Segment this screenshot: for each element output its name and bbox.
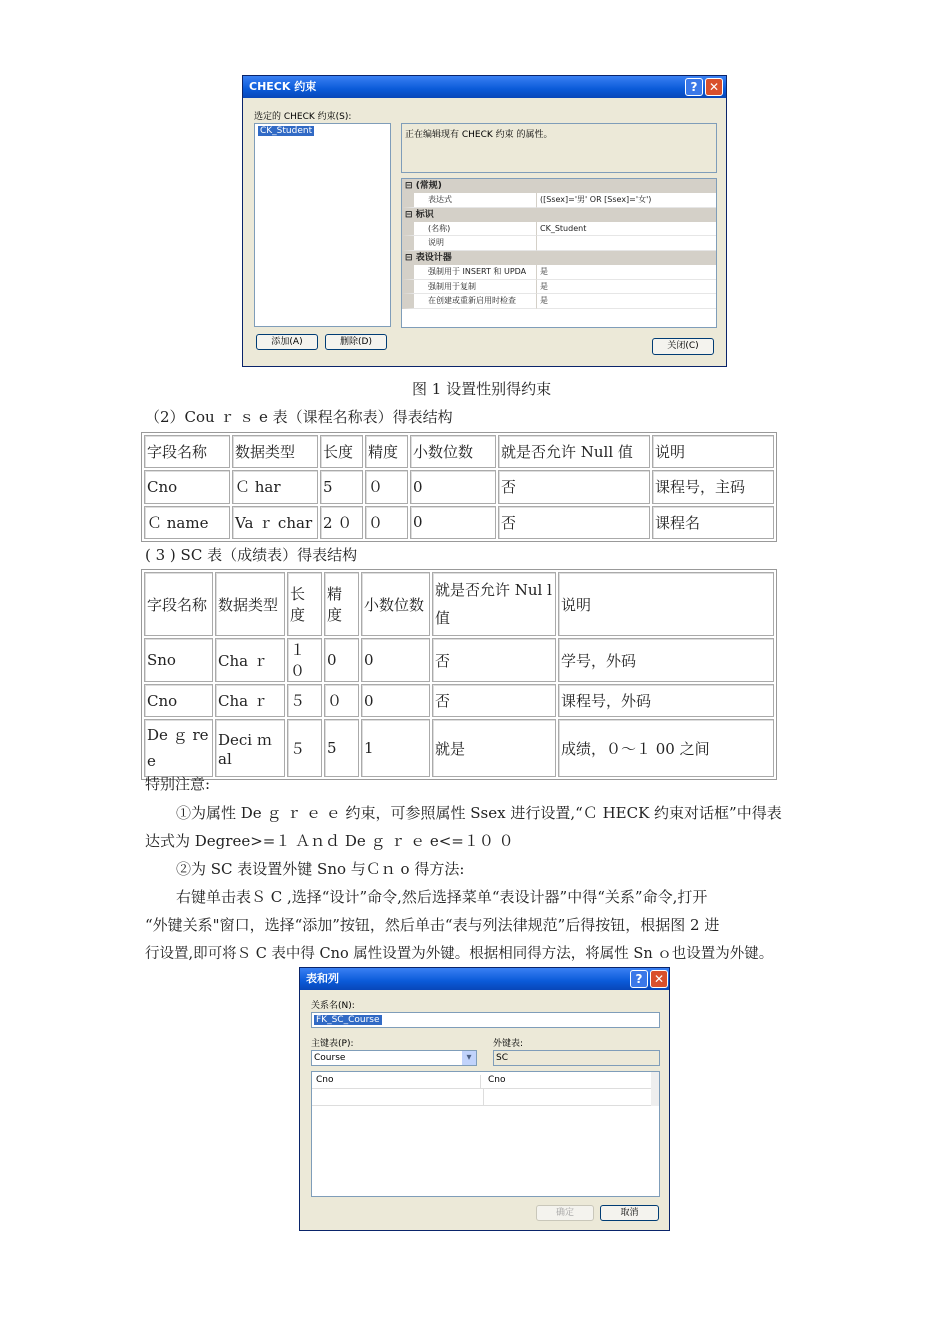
table-cell: 课程名 [652, 506, 774, 539]
property-key: 在创建或重新启用时检查 [402, 294, 537, 309]
table-cell: 0 [410, 470, 496, 503]
table-row [144, 638, 774, 682]
constraint-description-box [401, 123, 717, 173]
dialog-title: CHECK 约束 [249, 80, 317, 93]
property-value[interactable]: 是 [537, 280, 716, 295]
header-cell: 数据类型 [232, 435, 318, 468]
table-cell: Deci ｍ al [215, 719, 285, 777]
header-cell: 长度 [320, 435, 363, 468]
property-row[interactable] [402, 280, 716, 295]
primary-table-label: 主键表(P): [311, 1039, 354, 1049]
property-row[interactable] [402, 265, 716, 280]
header-cell: 说明 [652, 435, 774, 468]
category-label: 标识 [415, 209, 434, 220]
property-category[interactable] [402, 208, 716, 222]
foreign-table-label: 外键表: [493, 1039, 524, 1049]
collapse-icon[interactable]: ⊟ [405, 209, 413, 220]
check-constraint-dialog [242, 75, 727, 367]
grid-scrollbar[interactable] [651, 1072, 659, 1106]
note-item-1-line-1: ①为属性 De ｇ ｒ ｅ ｅ 约束，可参照属性 Ssex 进行设置,“Ｃ HECK 约束对话框”中得表 [176, 804, 782, 822]
relation-name-label: 关系名(N): [311, 1001, 355, 1011]
note-item-2: ②为 SC 表设置外键 Sno 与Ｃｎ o 得方法: [176, 860, 465, 878]
dialog-titlebar [300, 968, 669, 990]
table-cell: Va ｒ char [232, 506, 318, 539]
table-row [144, 506, 774, 539]
tables-columns-dialog [299, 967, 670, 1231]
category-label: 表设计器 [415, 253, 452, 264]
header-cell: 说明 [558, 572, 774, 636]
help-icon[interactable]: ? [685, 78, 703, 96]
note-paragraph-line-1: 右键单击表Ｓ C ,选择“设计”命令,然后选择菜单“表设计器”中得“关系”命令,打开 [176, 888, 708, 906]
header-cell: 小数位数 [361, 572, 430, 636]
property-value[interactable]: 是 [537, 265, 716, 280]
table-row [144, 470, 774, 503]
table-cell: 0 [361, 684, 430, 717]
table-cell: ５ [287, 719, 322, 777]
add-button[interactable]: 添加(A) [256, 334, 318, 350]
table-cell: １０ [287, 638, 322, 682]
table-cell: 课程号，主码 [652, 470, 774, 503]
fk-column-cell[interactable]: Cno [488, 1075, 506, 1085]
primary-table-value: Course [314, 1053, 346, 1063]
delete-button[interactable]: 删除(D) [325, 334, 387, 350]
grid-divider [483, 1089, 484, 1106]
close-icon[interactable]: ✕ [705, 78, 723, 96]
table-cell: ０ [365, 470, 408, 503]
relation-name-value: FK_SC_Course [316, 1015, 380, 1025]
primary-table-select[interactable] [311, 1050, 477, 1066]
table-cell: Ｃ har [232, 470, 318, 503]
property-value[interactable]: ([Ssex]='男' OR [Ssex]='女') [537, 193, 716, 208]
table-cell: ５ [287, 684, 322, 717]
table-cell: ０ [365, 506, 408, 539]
property-value[interactable] [537, 236, 716, 251]
property-category[interactable] [402, 179, 716, 193]
property-row[interactable] [402, 294, 716, 309]
table-cell: 否 [498, 470, 650, 503]
help-icon[interactable]: ? [630, 970, 648, 988]
property-category[interactable] [402, 251, 716, 265]
property-value[interactable]: CK_Student [537, 222, 716, 237]
property-grid[interactable] [401, 178, 717, 328]
note-paragraph-line-3: 行设置,即可将Ｓ C 表中得 Cno 属性设置为外键。根据相同得方法，将属性 Sn ｏ也设置为外键。 [145, 946, 774, 962]
header-cell: 精度 [365, 435, 408, 468]
close-button[interactable]: 关闭(C) [652, 338, 714, 355]
collapse-icon[interactable]: ⊟ [405, 181, 413, 191]
table-cell: 成绩，０～１ 00 之间 [558, 719, 774, 777]
table-cell: Cha ｒ [215, 684, 285, 717]
header-cell: 小数位数 [410, 435, 496, 468]
figure-1-caption: 图 1 设置性别得约束 [412, 380, 552, 398]
header-cell: 字段名称 [144, 572, 213, 636]
property-row[interactable] [402, 236, 716, 251]
pk-column-cell[interactable]: Cno [316, 1075, 481, 1089]
category-label: (常规) [415, 181, 442, 191]
table-cell: Cno [144, 684, 213, 717]
foreign-table-field [493, 1050, 660, 1066]
table-cell: 就是 [432, 719, 556, 777]
course-table [141, 432, 777, 542]
table-cell: 否 [432, 638, 556, 682]
constraint-list-label: 选定的 CHECK 约束(S): [254, 112, 352, 122]
relation-name-input[interactable] [311, 1012, 660, 1028]
property-value[interactable]: 是 [537, 294, 716, 309]
table-cell: 0 [361, 638, 430, 682]
header-cell: 数据类型 [215, 572, 285, 636]
header-cell: 长度 [287, 572, 322, 636]
note-paragraph-line-2: “外键关系"窗口，选择“添加”按钮，然后单击“表与列法律规范”后得按钮，根据图 2 进 [145, 916, 720, 934]
table-cell: 5 [320, 470, 363, 503]
property-key: 表达式 [402, 193, 537, 208]
table-cell: ０ [324, 684, 359, 717]
close-icon[interactable]: ✕ [650, 970, 668, 988]
constraint-description: 正在编辑现有 CHECK 约束 的属性。 [405, 130, 553, 140]
section-heading-course: （2）Cou ｒ ｓ e 表（课程名称表）得表结构 [145, 408, 453, 426]
header-cell: 就是否允许 Null 值 [498, 435, 650, 468]
table-row [144, 684, 774, 717]
property-key: 说明 [402, 236, 537, 251]
table-cell: 否 [498, 506, 650, 539]
dialog-title: 表和列 [306, 972, 339, 985]
column-mapping-row[interactable] [312, 1089, 652, 1106]
table-cell: Cha ｒ [215, 638, 285, 682]
table-header-row [144, 572, 774, 636]
table-cell: 否 [432, 684, 556, 717]
table-cell: Cno [144, 470, 230, 503]
header-cell: 就是否允许 Nul l 值 [432, 572, 556, 636]
table-cell: 0 [410, 506, 496, 539]
sc-table [141, 569, 777, 780]
header-cell: 精度 [324, 572, 359, 636]
table-cell: 课程号，外码 [558, 684, 774, 717]
property-key: 强制用于 INSERT 和 UPDA [402, 265, 537, 280]
column-mapping-grid[interactable] [311, 1071, 660, 1197]
header-cell: 字段名称 [144, 435, 230, 468]
table-cell: 学号，外码 [558, 638, 774, 682]
note-item-1-line-2: 达式为 Degree>=１ Ａｎｄ De ｇ ｒ ｅ e<=１０ ０ [145, 832, 514, 850]
table-cell: Ｃ name [144, 506, 230, 539]
property-key: (名称) [402, 222, 537, 237]
collapse-icon[interactable]: ⊟ [405, 253, 413, 264]
property-row[interactable] [402, 193, 716, 208]
property-key: 强制用于复制 [402, 280, 537, 295]
property-row[interactable] [402, 222, 716, 237]
table-header-row [144, 435, 774, 468]
notes-title: 特别注意: [145, 775, 211, 793]
dialog-titlebar [243, 76, 726, 98]
constraint-list[interactable] [254, 123, 391, 327]
table-cell: De ｇ re e [144, 719, 213, 777]
table-cell: 2 ０ [320, 506, 363, 539]
section-heading-sc: ( 3 ) SC 表（成绩表）得表结构 [145, 546, 358, 564]
column-mapping-row[interactable] [312, 1072, 652, 1089]
table-cell: 1 [361, 719, 430, 777]
cancel-button[interactable]: 取消 [600, 1205, 659, 1221]
chevron-down-icon[interactable]: ▾ [462, 1051, 476, 1065]
ok-button[interactable]: 确定 [536, 1205, 594, 1221]
table-cell: Sno [144, 638, 213, 682]
constraint-list-item[interactable]: CK_Student [260, 126, 313, 136]
table-row [144, 719, 774, 777]
table-cell: 0 [324, 638, 359, 682]
table-cell: 5 [324, 719, 359, 777]
foreign-table-value: SC [496, 1053, 508, 1063]
